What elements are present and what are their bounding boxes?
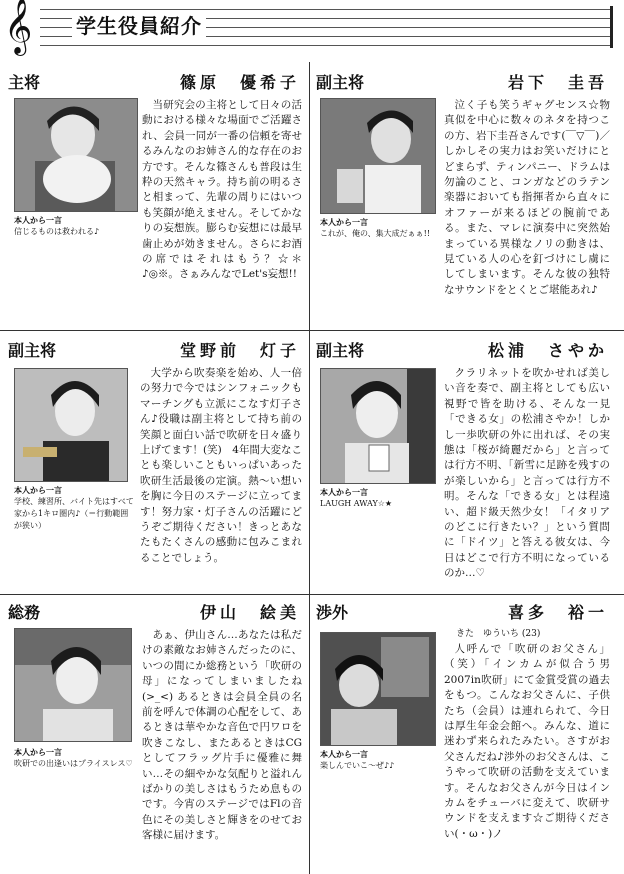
member-profile: [8, 70, 308, 328]
member-comment: [14, 484, 136, 532]
member-role: 副主将: [316, 341, 365, 360]
comment-text: 信じるものは救われる♪: [14, 227, 100, 236]
row-divider: [0, 594, 624, 595]
member-comment: [14, 214, 139, 238]
member-comment: [320, 216, 442, 240]
member-role: 渉外: [316, 603, 349, 622]
member-comment: [320, 748, 442, 772]
comment-text: 学校、練習所、バイト先はすべて家から1キロ圏内♪（＝行動範囲が狭い）: [14, 497, 134, 530]
member-description: 当研究会の主将として日々の活動における様々な場面でご活躍され、会員一同が一番の信頼を寄せるみんなのお姉さん的な存在のお方です。そんな篠さんも普段は生粋の天然キャラ。持ち前の明るさと相まって、先輩の周りにはいつも笑顔が絶えません。そしてかなりの妄想族。膨らむ妄想には最早歯止めが効きません。さらにお酒の席ではそれはもう？☆＊♪◎※。さぁみんなでLet's妄想!!: [142, 99, 302, 281]
member-profile: [316, 70, 616, 328]
member-photo: [320, 98, 436, 214]
member-photo: [320, 632, 436, 746]
comment-text: LAUGH AWAY☆★: [320, 499, 393, 508]
comment-heading: 本人から一言: [14, 485, 62, 495]
member-comment: [14, 746, 136, 770]
member-description: 大学から吹奏楽を始め、人一倍の努力で今ではシンフォニックもマーチングも立派にこなす灯子さん♪役職は副主将として持ち前の笑顔と面白い話で吹研を日々盛り上げてます！(笑) 4年間大変なことも楽しいこともいっぱいあった吹研生活最後の定演。熱〜い想いを胸に今日のステージに立ってます！努力家・灯子さんの活躍にどうぞご期待ください！きっとあなたもたくさんの感動に包みこまれることでしょう。: [140, 367, 302, 564]
comment-heading: 本人から一言: [14, 215, 62, 225]
member-name: 喜多 裕一: [507, 603, 608, 622]
comment-text: これが、俺の、集大成だぁぁ!!: [320, 229, 431, 238]
member-comment: [320, 486, 442, 510]
treble-clef-icon: 𝄞: [4, 0, 33, 54]
member-photo: [14, 98, 138, 212]
staff-barline: [610, 6, 613, 48]
member-photo: [320, 368, 436, 484]
member-description: 人呼んで「吹研のお父さん」（笑）「インカムが似合う男2007in吹研」にて金賞受賞の過去をもつ。こんなお父さんに、子供たち（会員）は連れられて、今日は厚生年金会館へ。みんな、道に迷わず来られたみたい。さすがお父さんだね♪渉外のお父さんは、こうやって吹研の活動を支えています。そんなお父さんが今日はインカムをチューバに変えて、吹研サウンドを支えます☆ご期待ください(・ω・)ノ: [444, 643, 610, 840]
member-profile: [8, 600, 308, 872]
column-divider: [309, 62, 310, 874]
staff-line: [40, 45, 610, 46]
name-furigana: きた ゆういち (23): [456, 629, 541, 639]
member-name: 松浦 さやか: [487, 341, 608, 360]
member-profile: [316, 338, 616, 590]
comment-heading: 本人から一言: [320, 487, 368, 497]
page-header: [0, 0, 624, 60]
member-photo: [14, 628, 132, 742]
member-profile: [316, 600, 616, 872]
row-divider: [0, 330, 624, 331]
comment-heading: 本人から一言: [320, 749, 368, 759]
member-name: 岩下 圭吾: [507, 73, 608, 92]
member-photo: [14, 368, 128, 482]
member-role: 副主将: [8, 341, 57, 360]
comment-heading: 本人から一言: [14, 747, 62, 757]
comment-text: 吹研での出逢いはプライスレス♡: [14, 759, 133, 768]
page-title: 学生役員紹介: [72, 10, 206, 39]
member-name: 伊山 絵美: [199, 603, 300, 622]
member-description: クラリネットを吹かせれば美しい音を奏で、副主将としても広い視野で皆を助ける、そんな一見「できる女」の松浦さやか！しかし一歩吹研の外に出れば、その実態は「桜が綺麗だから」と言っては行方不明、「新雪に足跡を残すのが楽しいから」と言っては行方不明。そんな「できる女」とは程遠い、超ド級天然少女！「イタリアのどこに行きたい？」という質問に「ドイツ」と答える彼女は、今日はどこで行方不明になっているのか…♡: [444, 367, 610, 580]
comment-text: 楽しんでいこ〜ぜ♪♪: [320, 761, 395, 770]
member-role: 副主将: [316, 73, 365, 92]
member-name: 篠原 優希子: [179, 73, 300, 92]
member-description: あぁ、伊山さん…あなたは私だけの素敵なお姉さんだったのに、いつの間にか総務という「吹研の母」になってしまいましたね(>_<) あるときは会員全員の名前を呼んで体調の心配をして、あるときは華やかな音色で円ワロを吹きこなし、またあるときはCGとしてフラッグ片手に優雅に舞い…その細やかな気配りと溢れんばかりの美しさはもうため息ものです。今宵のステージではFlの音色にその美しさと輝きをのせてお客様に届けます。: [142, 629, 302, 842]
member-profile: [8, 338, 308, 590]
member-description: 泣く子も笑うギャグセンス☆物真似を中心に数々のネタを持つこの方、岩下圭吾さんです(￣▽￣)／しかしその実力はお笑いだけにとどまらず、ティンパニー、ドラムは勿論のこと、コンガなどのラテン楽器においても指揮者から直々にオファーが来るほどの腕前である。また、マレに演奏中に突然始まっている異様なノリの動きは、見ている人の心を釘づけにし虜にしてしまいます。そんな彼の独特なサウンドをとくとご堪能あれ♪: [444, 99, 610, 296]
member-name: 堂野前 灯子: [179, 341, 300, 360]
comment-heading: 本人から一言: [320, 217, 368, 227]
member-role: 主将: [8, 73, 41, 92]
member-role: 総務: [8, 603, 41, 622]
